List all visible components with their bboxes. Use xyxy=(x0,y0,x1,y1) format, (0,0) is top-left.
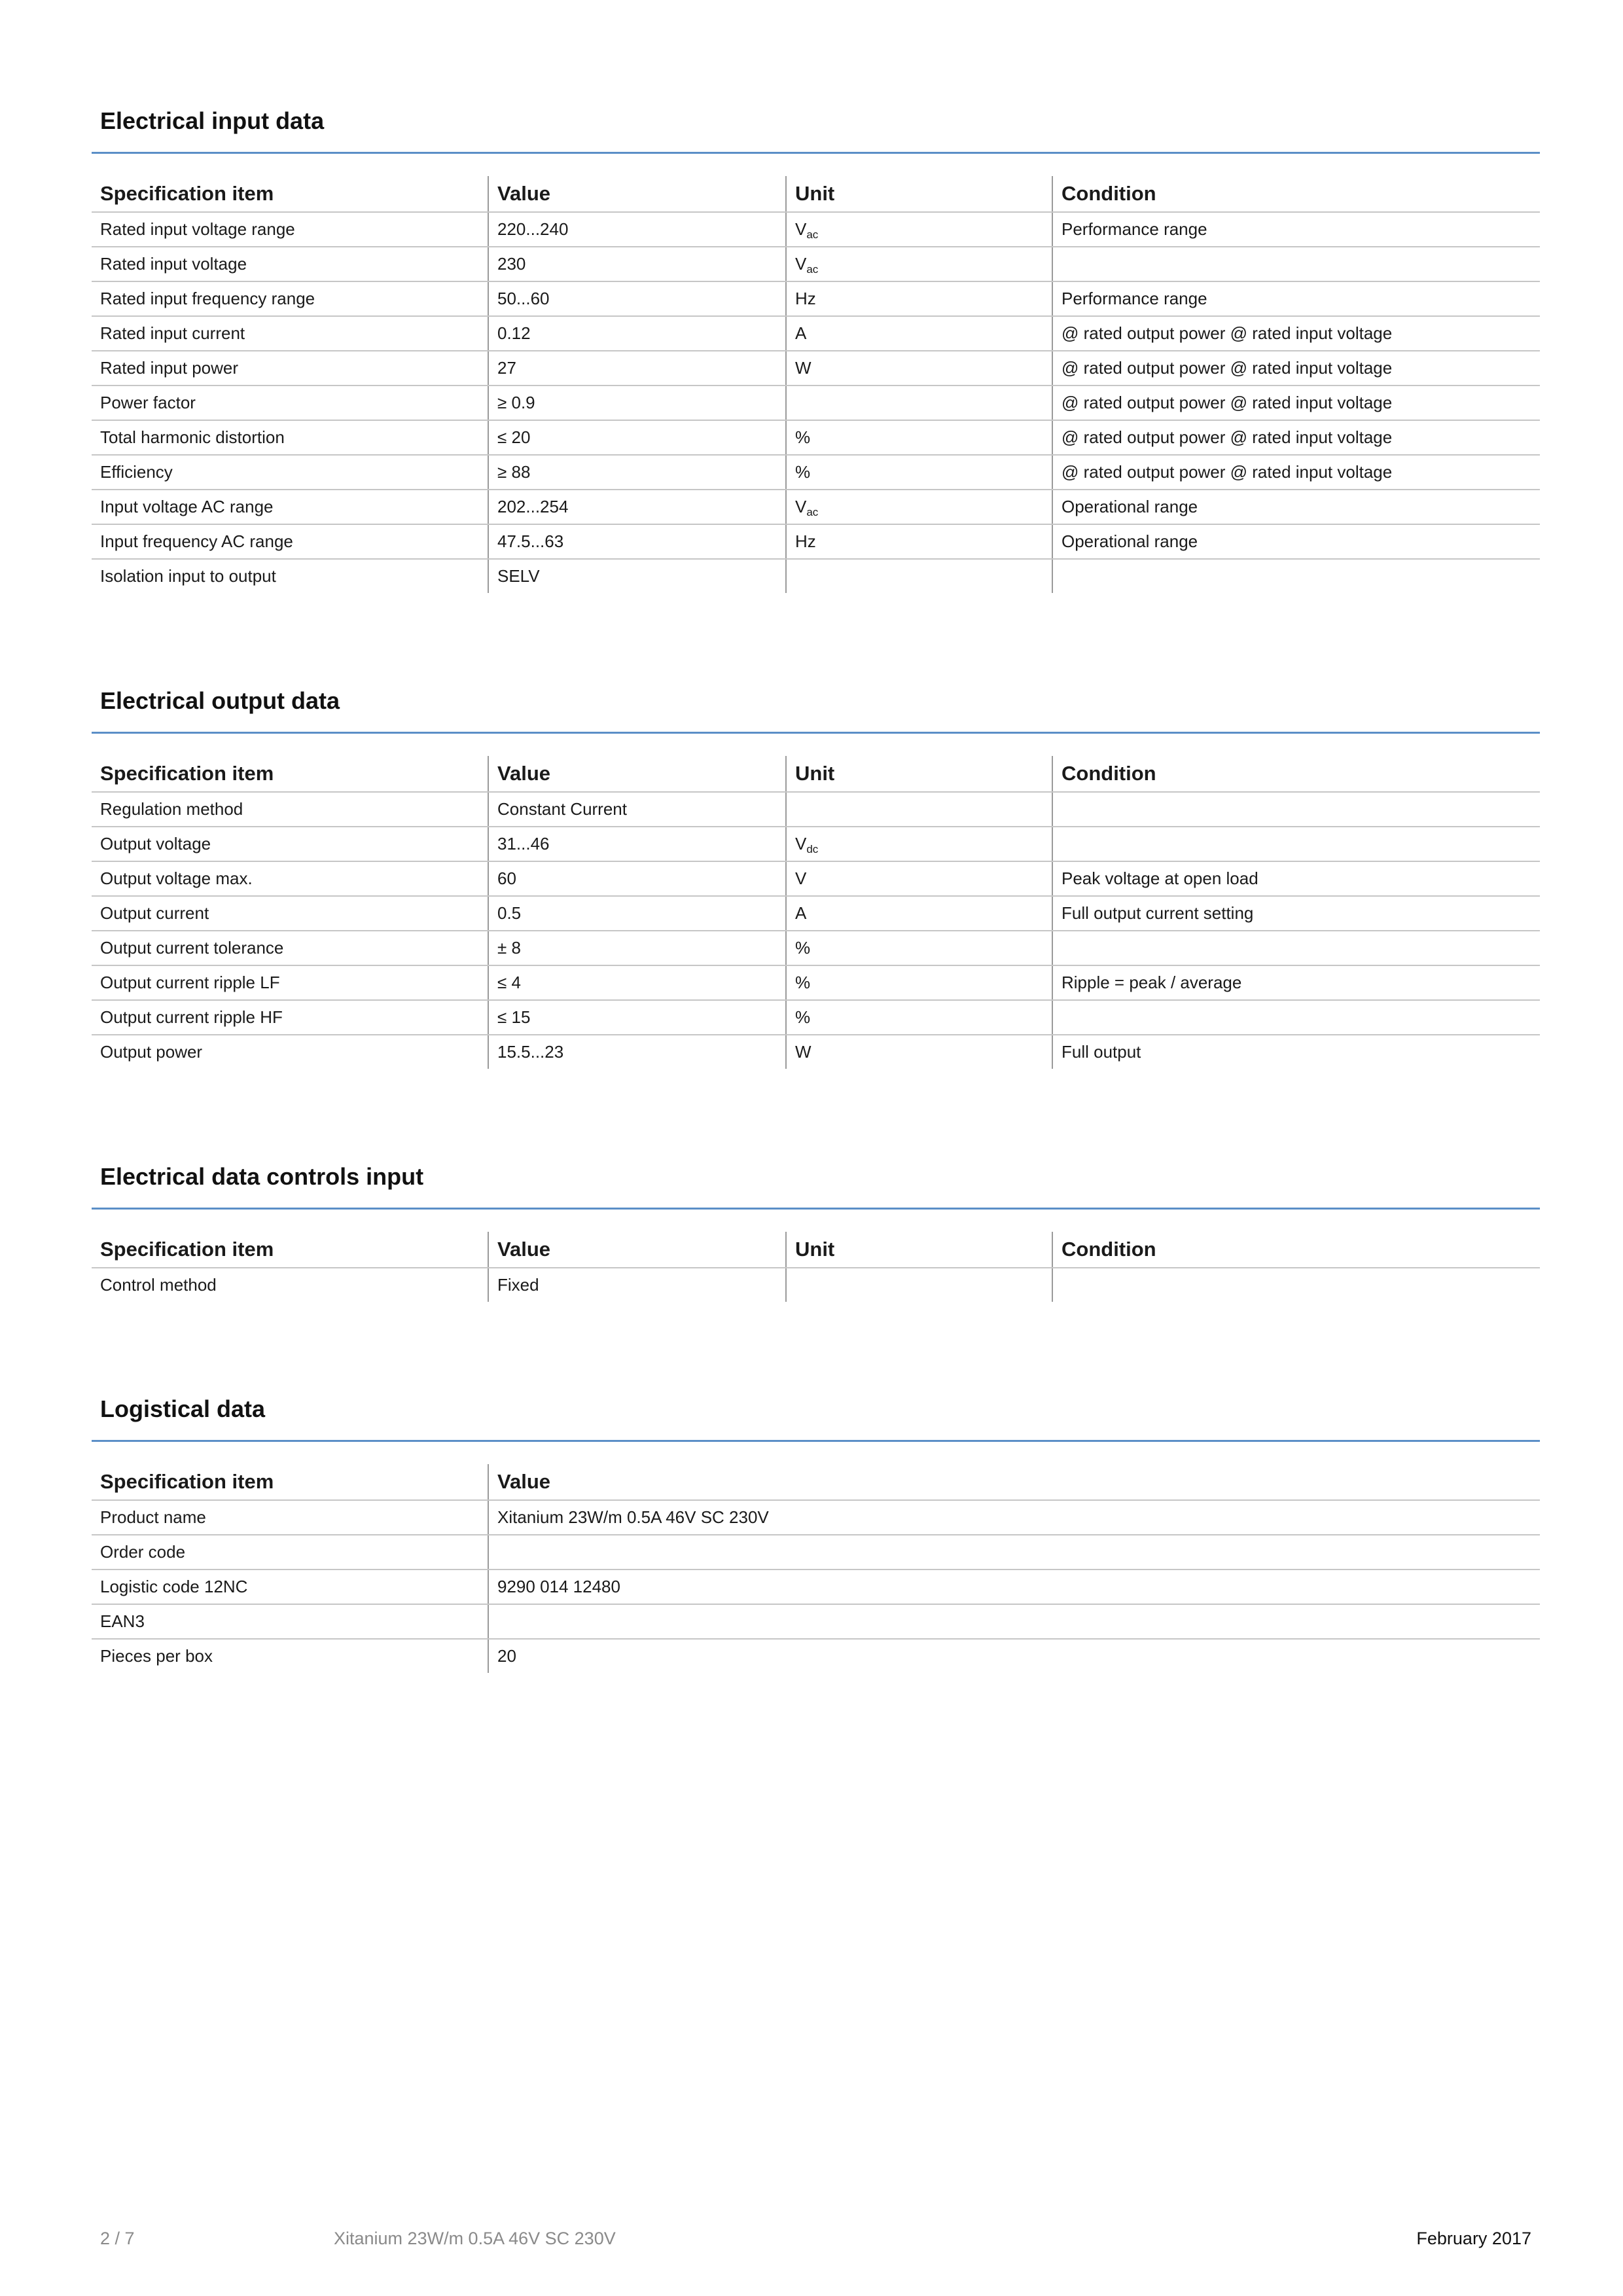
unit-symbol: V xyxy=(795,869,807,888)
unit-symbol: W xyxy=(795,358,812,378)
cell-item: Input frequency AC range xyxy=(92,524,488,559)
unit-symbol: Hz xyxy=(795,531,816,551)
cell-unit xyxy=(786,524,1052,559)
cell-item: Rated input power xyxy=(92,351,488,386)
cell-item: Pieces per box xyxy=(100,1646,213,1666)
cell-item: Logistic code 12NC xyxy=(92,1570,488,1604)
section-divider xyxy=(92,1208,1540,1210)
cell-condition: @ rated output power @ rated input voltage xyxy=(1052,420,1540,455)
cell-value: 0.12 xyxy=(488,316,786,351)
cell-value: 0.5 xyxy=(488,896,786,931)
table-row xyxy=(92,1570,1540,1604)
footer-product-name: Xitanium 23W/m 0.5A 46V SC 230V xyxy=(334,2229,616,2248)
unit-symbol: V xyxy=(795,497,807,516)
table-row xyxy=(92,351,1540,386)
column-header-unit: Unit xyxy=(786,176,1052,212)
cell-item: Output current tolerance xyxy=(92,931,488,965)
cell-value: 220...240 xyxy=(488,212,786,247)
table-row xyxy=(92,1535,1540,1570)
cell-condition: @ rated output power @ rated input voltage xyxy=(1052,351,1540,386)
unit-symbol: W xyxy=(795,1042,812,1062)
cell-item: Output power xyxy=(100,1042,203,1062)
cell-value xyxy=(488,1604,1540,1639)
cell-unit xyxy=(786,965,1052,1000)
column-header-unit: Unit xyxy=(786,1232,1052,1268)
cell-unit xyxy=(786,455,1052,490)
cell-item: Product name xyxy=(92,1500,488,1535)
table-header-row xyxy=(92,1232,1540,1268)
cell-value: ≥ 0.9 xyxy=(488,386,786,420)
cell-unit xyxy=(786,351,1052,386)
table-row xyxy=(92,559,1540,593)
cell-item: Efficiency xyxy=(92,455,488,490)
cell-condition: @ rated output power @ rated input voltage xyxy=(1052,316,1540,351)
cell-condition: @ rated output power @ rated input voltage xyxy=(1052,386,1540,420)
cell-value: 15.5...23 xyxy=(488,1035,786,1069)
table-row xyxy=(92,931,1540,965)
cell-value: 9290 014 12480 xyxy=(488,1570,1540,1604)
cell-item: Control method xyxy=(100,1275,217,1295)
cell-item: Regulation method xyxy=(92,792,488,827)
table-row xyxy=(92,490,1540,524)
cell-value: Xitanium 23W/m 0.5A 46V SC 230V xyxy=(488,1500,1540,1535)
cell-item: Rated input voltage range xyxy=(92,212,488,247)
column-header-unit: Unit xyxy=(786,756,1052,792)
column-header-condition: Condition xyxy=(1052,176,1540,212)
cell-item: Rated input frequency range xyxy=(92,281,488,316)
cell-item: Total harmonic distortion xyxy=(92,420,488,455)
section-logistical xyxy=(92,1393,1540,1673)
table-row xyxy=(92,420,1540,455)
cell-condition: Performance range xyxy=(1052,212,1540,247)
cell-item: EAN3 xyxy=(92,1604,488,1639)
cell-item: Input voltage AC range xyxy=(92,490,488,524)
column-header-value: Value xyxy=(488,1464,1540,1500)
cell-value: 202...254 xyxy=(488,490,786,524)
unit-symbol: % xyxy=(795,973,811,992)
table-row xyxy=(92,1035,1540,1069)
table-header-row xyxy=(92,1464,1540,1500)
unit-symbol: V xyxy=(795,834,807,853)
unit-symbol: A xyxy=(795,323,807,343)
cell-item: Order code xyxy=(92,1535,488,1570)
cell-unit xyxy=(786,559,1052,593)
cell-value: ≤ 15 xyxy=(488,1000,786,1035)
table-row xyxy=(92,281,1540,316)
column-header-value: Value xyxy=(488,176,786,212)
table-header-row xyxy=(92,756,1540,792)
unit-symbol: % xyxy=(795,462,811,482)
unit-symbol: Hz xyxy=(795,289,816,308)
unit-subscript: ac xyxy=(806,228,819,241)
unit-symbol: V xyxy=(795,254,807,274)
section-divider xyxy=(92,152,1540,154)
cell-unit xyxy=(786,1268,1052,1302)
table-header-row xyxy=(92,176,1540,212)
page-number: 2 / 7 xyxy=(100,2229,135,2248)
spec-table xyxy=(92,756,1540,1069)
column-header-condition: Condition xyxy=(1052,756,1540,792)
section-controls-input xyxy=(92,1160,1540,1302)
section-title: Electrical output data xyxy=(100,687,340,714)
table-row xyxy=(92,1268,1540,1302)
table-row xyxy=(92,827,1540,861)
section-title: Electrical data controls input xyxy=(100,1163,424,1190)
cell-condition xyxy=(1052,931,1540,965)
cell-value: ± 8 xyxy=(488,931,786,965)
table-row xyxy=(92,1500,1540,1535)
footer-date: February 2017 xyxy=(1416,2229,1531,2248)
cell-condition: @ rated output power @ rated input voltage xyxy=(1052,455,1540,490)
cell-value: 20 xyxy=(488,1639,1540,1673)
column-header-value: Value xyxy=(488,1232,786,1268)
cell-condition xyxy=(1052,247,1540,281)
cell-condition xyxy=(1052,792,1540,827)
unit-symbol: A xyxy=(795,903,807,923)
cell-item: Output voltage xyxy=(92,827,488,861)
cell-item: Rated input voltage xyxy=(92,247,488,281)
unit-subscript: ac xyxy=(806,506,819,518)
cell-condition xyxy=(1052,1000,1540,1035)
cell-value xyxy=(488,1535,1540,1570)
table-row xyxy=(92,965,1540,1000)
cell-item: Rated input current xyxy=(92,316,488,351)
cell-unit xyxy=(786,792,1052,827)
cell-item: Output current ripple LF xyxy=(92,965,488,1000)
cell-condition: Operational range xyxy=(1052,524,1540,559)
cell-item: Output current ripple HF xyxy=(92,1000,488,1035)
unit-symbol: % xyxy=(795,938,811,958)
table-row xyxy=(92,386,1540,420)
table-row xyxy=(92,896,1540,931)
table-row xyxy=(92,247,1540,281)
page-footer xyxy=(100,2225,1531,2251)
unit-symbol: % xyxy=(795,1007,811,1027)
column-header-item: Specification item xyxy=(92,1232,488,1268)
table-row xyxy=(92,1604,1540,1639)
section-title: Electrical input data xyxy=(100,107,325,134)
cell-condition xyxy=(1052,1268,1540,1302)
cell-value: ≤ 4 xyxy=(488,965,786,1000)
cell-value: ≥ 88 xyxy=(488,455,786,490)
cell-item: Power factor xyxy=(92,386,488,420)
column-header-item: Specification item xyxy=(92,756,488,792)
cell-unit xyxy=(786,316,1052,351)
cell-condition: Ripple = peak / average xyxy=(1052,965,1540,1000)
table-row xyxy=(92,861,1540,896)
unit-subscript: dc xyxy=(806,843,819,855)
section-title: Logistical data xyxy=(100,1395,266,1422)
spec-table xyxy=(92,1232,1540,1302)
section-electrical-output xyxy=(92,685,1540,1069)
section-electrical-input xyxy=(92,105,1540,593)
column-header-item: Specification item xyxy=(92,176,488,212)
table-row xyxy=(92,524,1540,559)
spec-table xyxy=(92,176,1540,593)
unit-symbol: V xyxy=(795,219,807,239)
cell-condition: Performance range xyxy=(1052,281,1540,316)
unit-subscript: ac xyxy=(806,263,819,276)
table-row xyxy=(92,1639,1540,1673)
cell-condition: Peak voltage at open load xyxy=(1052,861,1540,896)
cell-unit xyxy=(786,247,1052,281)
column-header-value: Value xyxy=(488,756,786,792)
cell-condition: Operational range xyxy=(1052,490,1540,524)
section-divider xyxy=(92,1440,1540,1442)
cell-unit xyxy=(786,1035,1052,1069)
cell-condition xyxy=(1052,827,1540,861)
cell-value: SELV xyxy=(488,559,786,593)
cell-unit xyxy=(786,212,1052,247)
cell-value: 47.5...63 xyxy=(488,524,786,559)
cell-value: 50...60 xyxy=(488,281,786,316)
cell-value: ≤ 20 xyxy=(488,420,786,455)
cell-item: Output voltage max. xyxy=(92,861,488,896)
unit-symbol: % xyxy=(795,427,811,447)
cell-condition xyxy=(1052,559,1540,593)
section-divider xyxy=(92,732,1540,734)
cell-condition: Full output xyxy=(1052,1035,1540,1069)
cell-value: Fixed xyxy=(488,1268,786,1302)
table-row xyxy=(92,316,1540,351)
cell-value: 27 xyxy=(488,351,786,386)
cell-unit xyxy=(786,861,1052,896)
table-row xyxy=(92,1000,1540,1035)
cell-unit xyxy=(786,281,1052,316)
cell-unit xyxy=(786,931,1052,965)
cell-unit xyxy=(786,1000,1052,1035)
cell-condition: Full output current setting xyxy=(1052,896,1540,931)
cell-value: 31...46 xyxy=(488,827,786,861)
cell-value: 230 xyxy=(488,247,786,281)
table-row xyxy=(92,212,1540,247)
cell-item: Isolation input to output xyxy=(100,566,276,586)
cell-item: Output current xyxy=(92,896,488,931)
cell-unit xyxy=(786,827,1052,861)
column-header-condition: Condition xyxy=(1052,1232,1540,1268)
cell-value: Constant Current xyxy=(488,792,786,827)
table-row xyxy=(92,792,1540,827)
cell-unit xyxy=(786,490,1052,524)
cell-unit xyxy=(786,896,1052,931)
cell-value: 60 xyxy=(488,861,786,896)
cell-unit xyxy=(786,420,1052,455)
table-row xyxy=(92,455,1540,490)
cell-unit xyxy=(786,386,1052,420)
spec-table xyxy=(92,1464,1540,1673)
column-header-item: Specification item xyxy=(92,1464,488,1500)
